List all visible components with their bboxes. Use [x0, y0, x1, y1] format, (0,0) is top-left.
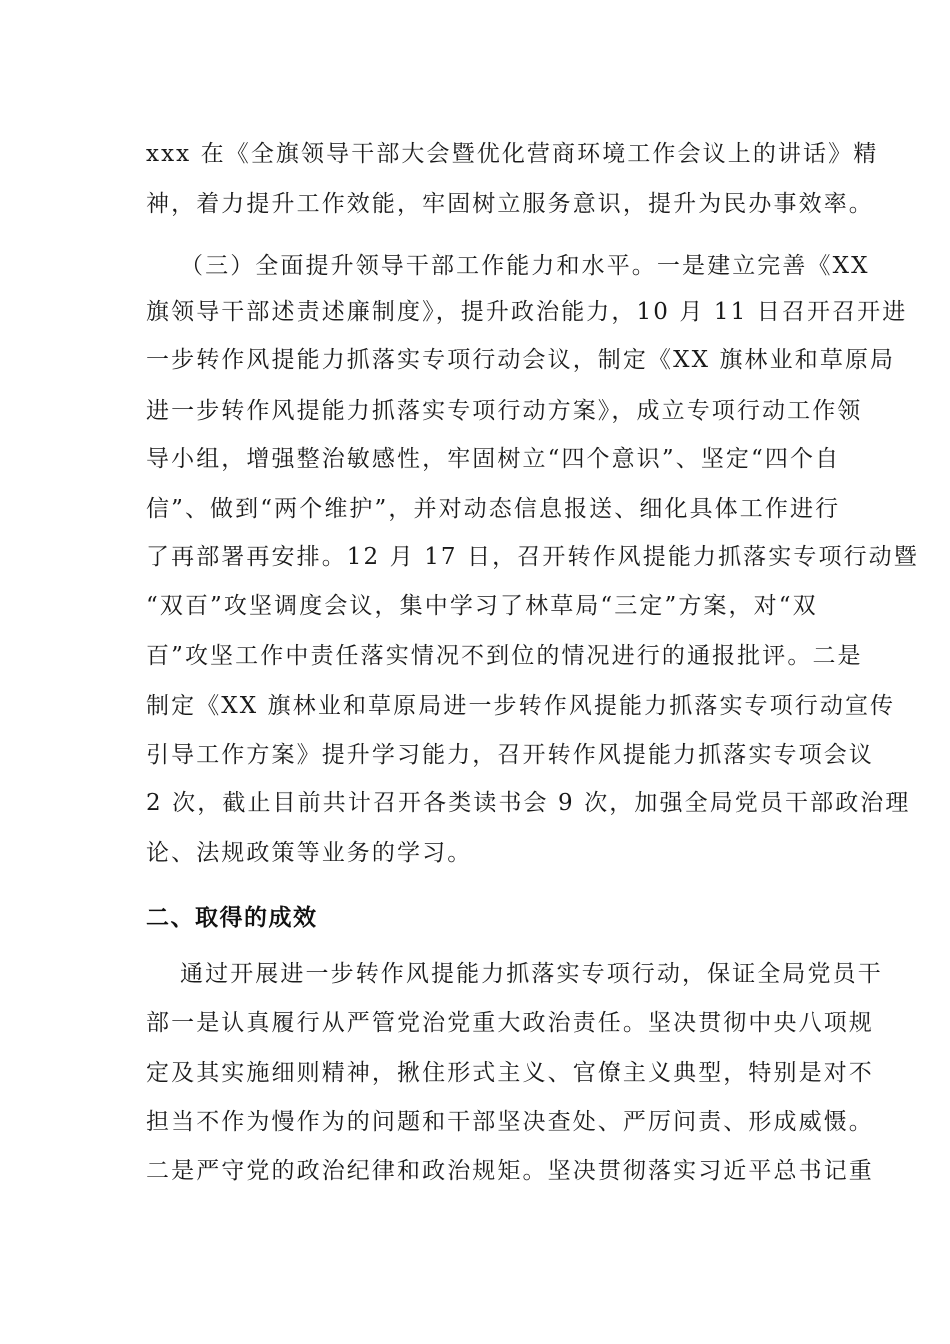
section-heading: 二、取得的成效: [146, 905, 318, 931]
paragraph-2-line-12: 2 次，截止目前共计召开各类读书会 9 次，加强全局党员干部政治理: [146, 790, 911, 816]
paragraph-3-line-2: 部一是认真履行从严管党治党重大政治责任。坚决贯彻中央八项规: [146, 1010, 874, 1036]
paragraph-2-line-6: 信”、做到“两个维护”，并对动态信息报送、细化具体工作进行: [146, 496, 841, 522]
paragraph-2-line-2: 旗领导干部述责述廉制度》，提升政治能力，10 月 11 日召开召开进: [146, 299, 908, 325]
paragraph-2-line-7: 了再部署再安排。12 月 17 日，召开转作风提能力抓落实专项行动暨: [146, 544, 919, 570]
paragraph-2-line-9: 百”攻坚工作中责任落实情况不到位的情况进行的通报批评。二是: [146, 643, 863, 669]
paragraph-2-line-1: （三）全面提升领导干部工作能力和水平。一是建立完善《XX: [180, 253, 870, 279]
paragraph-3-line-4: 担当不作为慢作为的问题和干部坚决查处、严厉问责、形成威慑。: [146, 1109, 874, 1135]
paragraph-3-line-3: 定及其实施细则精神，揪住形式主义、官僚主义典型，特别是对不: [146, 1060, 874, 1086]
paragraph-2-line-3: 一步转作风提能力抓落实专项行动会议，制定《XX 旗林业和草原局: [146, 347, 896, 373]
paragraph-2-line-5: 导小组，增强整治敏感性，牢固树立“四个意识”、坚定“四个自: [146, 446, 841, 472]
paragraph-2-line-10: 制定《XX 旗林业和草原局进一步转作风提能力抓落实专项行动宣传: [146, 693, 896, 719]
paragraph-2-line-11: 引导工作方案》提升学习能力，召开转作风提能力抓落实专项会议: [146, 742, 874, 768]
paragraph-3-line-1: 通过开展进一步转作风提能力抓落实专项行动，保证全局党员干: [180, 961, 883, 987]
paragraph-2-line-8: “双百”攻坚调度会议，集中学习了林草局“三定”方案，对“双: [146, 593, 818, 619]
paragraph-2-line-4: 进一步转作风提能力抓落实专项行动方案》，成立专项行动工作领: [146, 398, 863, 424]
paragraph-1-line-2: 神，着力提升工作效能，牢固树立服务意识，提升为民办事效率。: [146, 191, 874, 217]
paragraph-3-line-5: 二是严守党的政治纪律和政治规矩。坚决贯彻落实习近平总书记重: [146, 1158, 874, 1184]
paragraph-2-line-13: 论、法规政策等业务的学习。: [146, 840, 473, 866]
paragraph-1-line-1: xxx 在《全旗领导干部大会暨优化营商环境工作会议上的讲话》精: [146, 141, 879, 167]
